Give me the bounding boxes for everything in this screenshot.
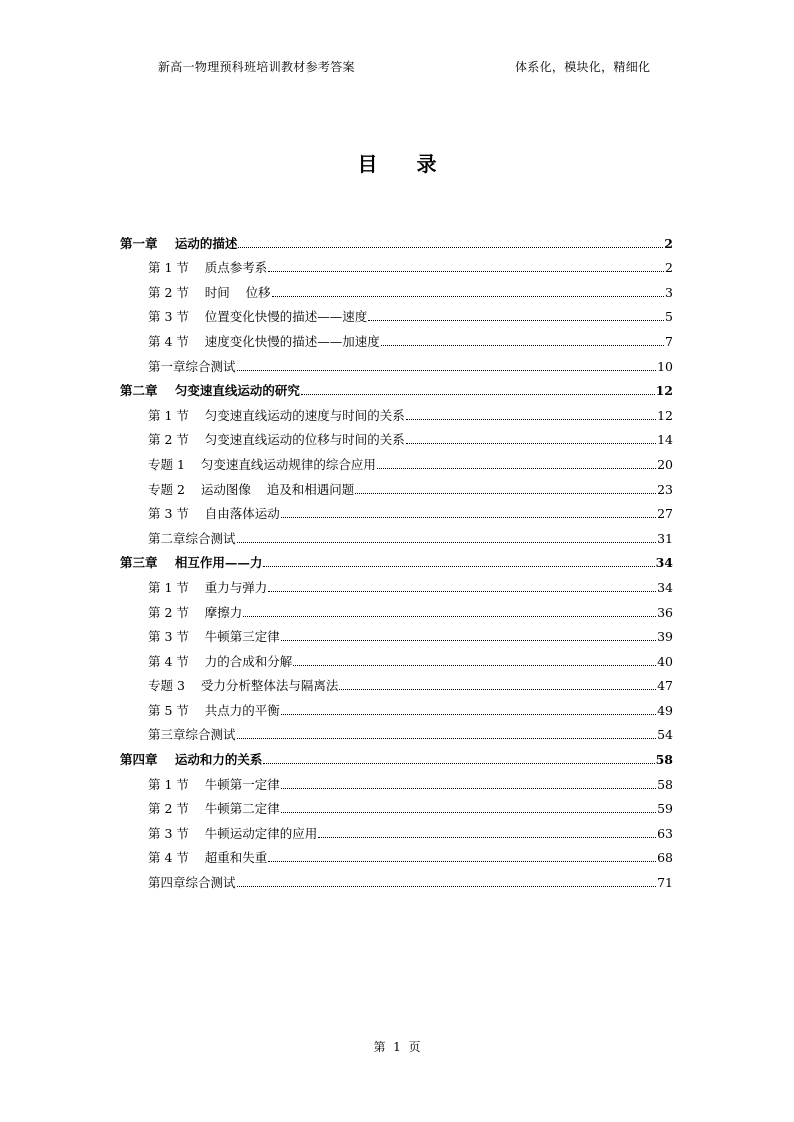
- dot-leader: [377, 468, 656, 469]
- toc-entry-page: 27: [657, 506, 673, 522]
- dot-leader: [368, 320, 664, 321]
- dot-leader: [281, 788, 656, 789]
- toc-section-entry[interactable]: [120, 447, 673, 472]
- toc-section-entry[interactable]: [120, 251, 673, 276]
- toc-entry-label: 第 4 节 力的合成和分解: [148, 653, 293, 669]
- toc-section-entry[interactable]: [120, 693, 673, 718]
- toc-entry-label: 第 3 节 位置变化快慢的描述——速度: [148, 309, 368, 325]
- toc-entry-page: 68: [657, 850, 673, 866]
- toc-section-entry[interactable]: [120, 570, 673, 595]
- toc-entry-page: 10: [657, 358, 673, 374]
- toc-entry-page: 14: [657, 432, 673, 448]
- toc-section-entry[interactable]: [120, 497, 673, 522]
- toc-entry-page: 31: [657, 530, 673, 546]
- toc-entry-label: 第 1 节 质点参考系: [148, 260, 268, 276]
- toc-section-entry[interactable]: [120, 792, 673, 817]
- dot-leader: [272, 296, 664, 297]
- toc-entry-label: 第三章综合测试: [148, 727, 236, 743]
- toc-entry-label: 第一章 运动的描述: [120, 235, 238, 251]
- toc-entry-page: 3: [665, 284, 673, 300]
- toc-section-entry[interactable]: [120, 816, 673, 841]
- toc-entry-page: 2: [665, 260, 673, 276]
- dot-leader: [281, 517, 656, 518]
- toc-section-entry[interactable]: [120, 423, 673, 448]
- toc-entry-label: 第三章 相互作用——力: [120, 555, 263, 571]
- toc-section-entry[interactable]: [120, 767, 673, 792]
- toc-entry-label: 第四章 运动和力的关系: [120, 752, 263, 768]
- toc-entry-page: 7: [665, 333, 673, 349]
- dot-leader: [281, 640, 656, 641]
- toc-entry-page: 63: [657, 825, 673, 841]
- toc-section-entry[interactable]: [120, 620, 673, 645]
- toc-entry-page: 58: [657, 776, 673, 792]
- toc-entry-label: 第一章综合测试: [148, 358, 236, 374]
- dot-leader: [268, 271, 664, 272]
- dot-leader: [406, 419, 656, 420]
- toc-entry-page: 49: [657, 702, 673, 718]
- toc-entry-page: 58: [655, 752, 673, 768]
- toc-chapter-entry[interactable]: [120, 742, 673, 767]
- toc-entry-page: 40: [657, 653, 673, 669]
- dot-leader: [381, 345, 664, 346]
- dot-leader: [243, 616, 656, 617]
- toc-entry-page: 23: [657, 481, 673, 497]
- table-of-contents: [120, 226, 673, 890]
- dot-leader: [301, 394, 655, 395]
- dot-leader: [263, 566, 654, 567]
- toc-entry-page: 71: [657, 875, 673, 891]
- dot-leader: [406, 443, 656, 444]
- toc-section-entry[interactable]: [120, 595, 673, 620]
- dot-leader: [293, 665, 656, 666]
- toc-entry-label: 专题 2 运动图像 追及和相遇问题: [148, 481, 355, 497]
- toc-entry-label: 第 5 节 共点力的平衡: [148, 702, 280, 718]
- toc-entry-page: 34: [657, 579, 673, 595]
- toc-entry-label: 第四章综合测试: [148, 875, 236, 891]
- toc-entry-label: 专题 1 匀变速直线运动规律的综合应用: [148, 456, 376, 472]
- toc-entry-page: 12: [655, 383, 673, 399]
- dot-leader: [268, 591, 656, 592]
- toc-entry-page: 47: [657, 678, 673, 694]
- toc-entry-label: 第 4 节 超重和失重: [148, 850, 268, 866]
- toc-entry-label: 第 2 节 时间 位移: [148, 284, 271, 300]
- page-title: 目 录: [357, 152, 453, 176]
- dot-leader: [237, 738, 657, 739]
- dot-leader: [281, 812, 656, 813]
- toc-entry-label: 第 1 节 匀变速直线运动的速度与时间的关系: [148, 407, 405, 423]
- header-slogan: 体系化，模块化，精细化: [515, 60, 651, 74]
- dot-leader: [237, 886, 657, 887]
- toc-entry-label: 第 3 节 牛顿第三定律: [148, 629, 280, 645]
- toc-section-entry[interactable]: [120, 398, 673, 423]
- toc-section-entry[interactable]: [120, 521, 673, 546]
- dot-leader: [238, 247, 663, 248]
- toc-section-entry[interactable]: [120, 300, 673, 325]
- toc-entry-label: 第 2 节 摩擦力: [148, 604, 243, 620]
- toc-entry-page: 36: [657, 604, 673, 620]
- dot-leader: [281, 714, 656, 715]
- toc-section-entry[interactable]: [120, 865, 673, 890]
- toc-entry-page: 34: [655, 555, 673, 571]
- toc-section-entry[interactable]: [120, 841, 673, 866]
- toc-chapter-entry[interactable]: [120, 546, 673, 571]
- toc-section-entry[interactable]: [120, 349, 673, 374]
- dot-leader: [237, 370, 657, 371]
- toc-entry-page: 2: [664, 235, 673, 251]
- toc-entry-page: 12: [657, 407, 673, 423]
- toc-entry-page: 5: [665, 309, 673, 325]
- toc-entry-label: 第 1 节 重力与弹力: [148, 579, 268, 595]
- toc-entry-page: 59: [657, 801, 673, 817]
- toc-entry-page: 54: [657, 727, 673, 743]
- dot-leader: [237, 542, 657, 543]
- toc-entry-label: 专题 3 受力分析整体法与隔离法: [148, 678, 339, 694]
- toc-entry-label: 第 2 节 牛顿第二定律: [148, 801, 280, 817]
- toc-entry-label: 第 1 节 牛顿第一定律: [148, 776, 280, 792]
- toc-entry-label: 第 3 节 牛顿运动定律的应用: [148, 825, 318, 841]
- toc-section-entry[interactable]: [120, 275, 673, 300]
- page-number: 第 1 页: [373, 1040, 421, 1054]
- toc-chapter-entry[interactable]: [120, 374, 673, 399]
- toc-chapter-entry[interactable]: [120, 226, 673, 251]
- toc-section-entry[interactable]: [120, 669, 673, 694]
- toc-entry-label: 第二章综合测试: [148, 530, 236, 546]
- toc-entry-label: 第 3 节 自由落体运动: [148, 506, 280, 522]
- dot-leader: [339, 689, 656, 690]
- toc-entry-page: 20: [657, 456, 673, 472]
- toc-section-entry[interactable]: [120, 718, 673, 743]
- toc-section-entry[interactable]: [120, 324, 673, 349]
- dot-leader: [263, 763, 654, 764]
- dot-leader: [268, 861, 656, 862]
- dot-leader: [318, 837, 656, 838]
- toc-entry-label: 第 4 节 速度变化快慢的描述——加速度: [148, 333, 380, 349]
- toc-section-entry[interactable]: [120, 472, 673, 497]
- toc-entry-label: 第二章 匀变速直线运动的研究: [120, 383, 300, 399]
- toc-entry-page: 39: [657, 629, 673, 645]
- toc-entry-label: 第 2 节 匀变速直线运动的位移与时间的关系: [148, 432, 405, 448]
- toc-section-entry[interactable]: [120, 644, 673, 669]
- header-document-title: 新高一物理预科班培训教材参考答案: [158, 60, 355, 74]
- dot-leader: [355, 493, 656, 494]
